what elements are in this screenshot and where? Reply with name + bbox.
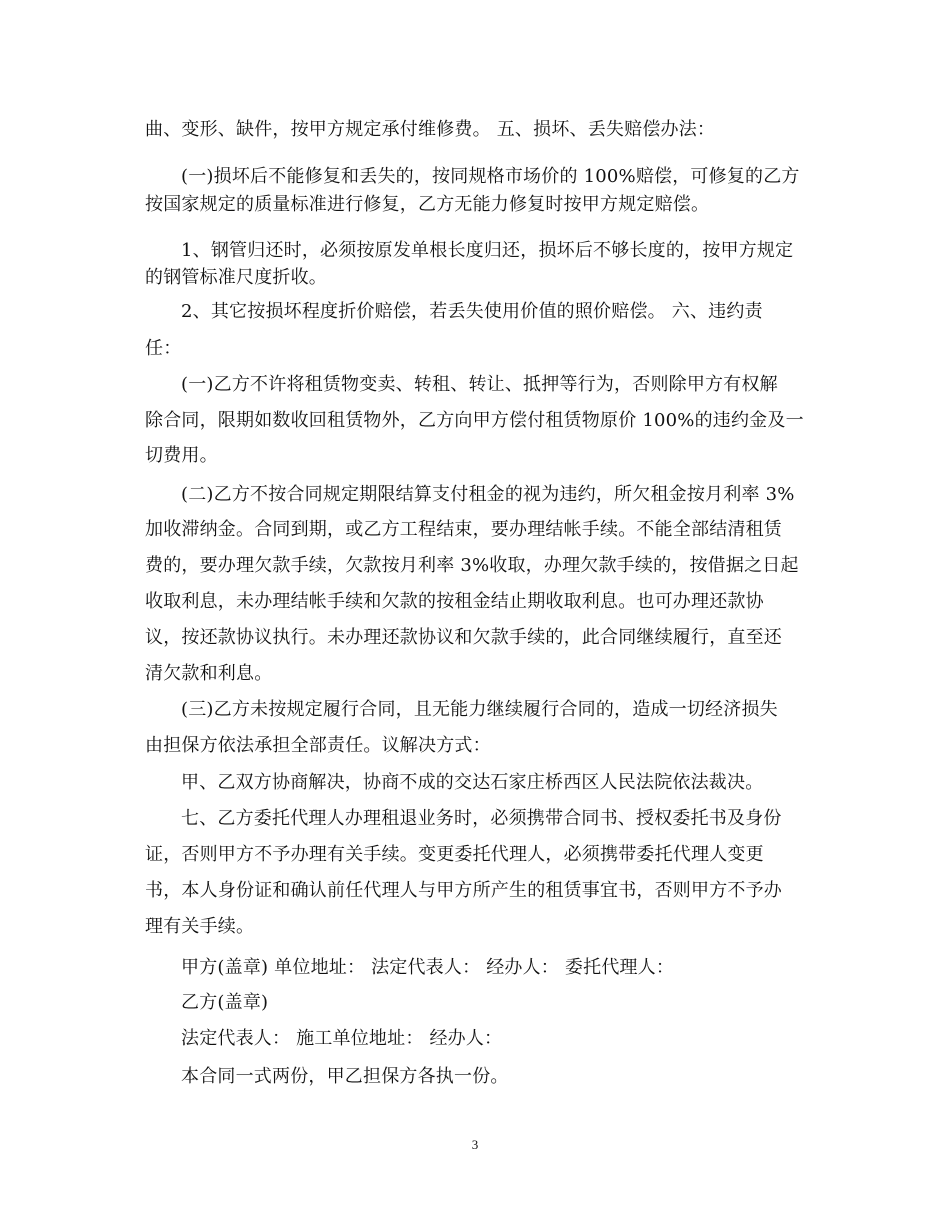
text-line: 法定代表人： 施工单位地址： 经办人： — [181, 1028, 503, 1049]
text-line: 2、其它按损坏程度折价赔偿，若丢失使用价值的照价赔偿。 六、违约责 — [181, 301, 763, 322]
text-line: 按国家规定的质量标准进行修复，乙方无能力修复时按甲方规定赔偿。 — [145, 194, 710, 215]
text-line: 的钢管标准尺度折收。 — [145, 267, 327, 288]
text-line: 由担保方依法承担全部责任。议解决方式： — [145, 735, 491, 756]
text-line: 收取利息，未办理结帐手续和欠款的按租金结止期收取利息。也可办理还款协 — [145, 591, 764, 612]
text-line: 本合同一式两份，甲乙担保方各执一份。 — [181, 1066, 509, 1087]
text-line: (一)乙方不许将租赁物变卖、转租、转让、抵押等行为，否则除甲方有权解 — [181, 374, 778, 395]
text-line: 书，本人身份证和确认前任代理人与甲方所产生的租赁事宜书，否则甲方不予办 — [145, 880, 782, 901]
text-line: 曲、变形、缺件，按甲方规定承付维修费。 五、损坏、丢失赔偿办法： — [145, 119, 716, 140]
text-line: 甲方(盖章) 单位地址： 法定代表人： 经办人： 委托代理人： — [181, 957, 675, 978]
text-line: 七、乙方委托代理人办理租退业务时，必须携带合同书、授权委托书及身份 — [181, 808, 782, 829]
text-line: (二)乙方不按合同规定期限结算支付租金的视为违约，所欠租金按月利率 3% — [181, 484, 795, 505]
text-line: (一)损坏后不能修复和丢失的，按同规格市场价的 100%赔偿，可修复的乙方 — [181, 166, 800, 187]
text-line: (三)乙方未按规定履行合同，且无能力继续履行合同的，造成一切经济损失 — [181, 699, 778, 720]
text-line: 切费用。 — [145, 445, 218, 466]
text-line: 费的，要办理欠款手续，欠款按月利率 3%收取，办理欠款手续的，按借据之日起 — [145, 555, 799, 576]
text-line: 清欠款和利息。 — [145, 663, 273, 684]
text-line: 议，按还款协议执行。未办理还款协议和欠款手续的，此合同继续履行，直至还 — [145, 627, 782, 648]
text-line: 1、钢管归还时，必须按原发单根长度归还，损坏后不够长度的，按甲方规定 — [181, 240, 794, 261]
text-line: 甲、乙双方协商解决，协商不成的交达石家庄桥西区人民法院依法裁决。 — [181, 772, 764, 793]
text-line: 加收滞纳金。合同到期，或乙方工程结束，要办理结帐手续。不能全部结清租赁 — [145, 519, 782, 540]
text-line: 乙方(盖章) — [181, 992, 269, 1013]
text-line: 证，否则甲方不予办理有关手续。变更委托代理人，必须携带委托代理人变更 — [145, 844, 764, 865]
text-line: 理有关手续。 — [145, 916, 255, 937]
text-line: 除合同，限期如数收回租赁物外，乙方向甲方偿付租赁物原价 100%的违约金及一 — [145, 410, 804, 431]
page-number: 3 — [471, 1137, 479, 1152]
text-line: 任： — [145, 338, 182, 359]
